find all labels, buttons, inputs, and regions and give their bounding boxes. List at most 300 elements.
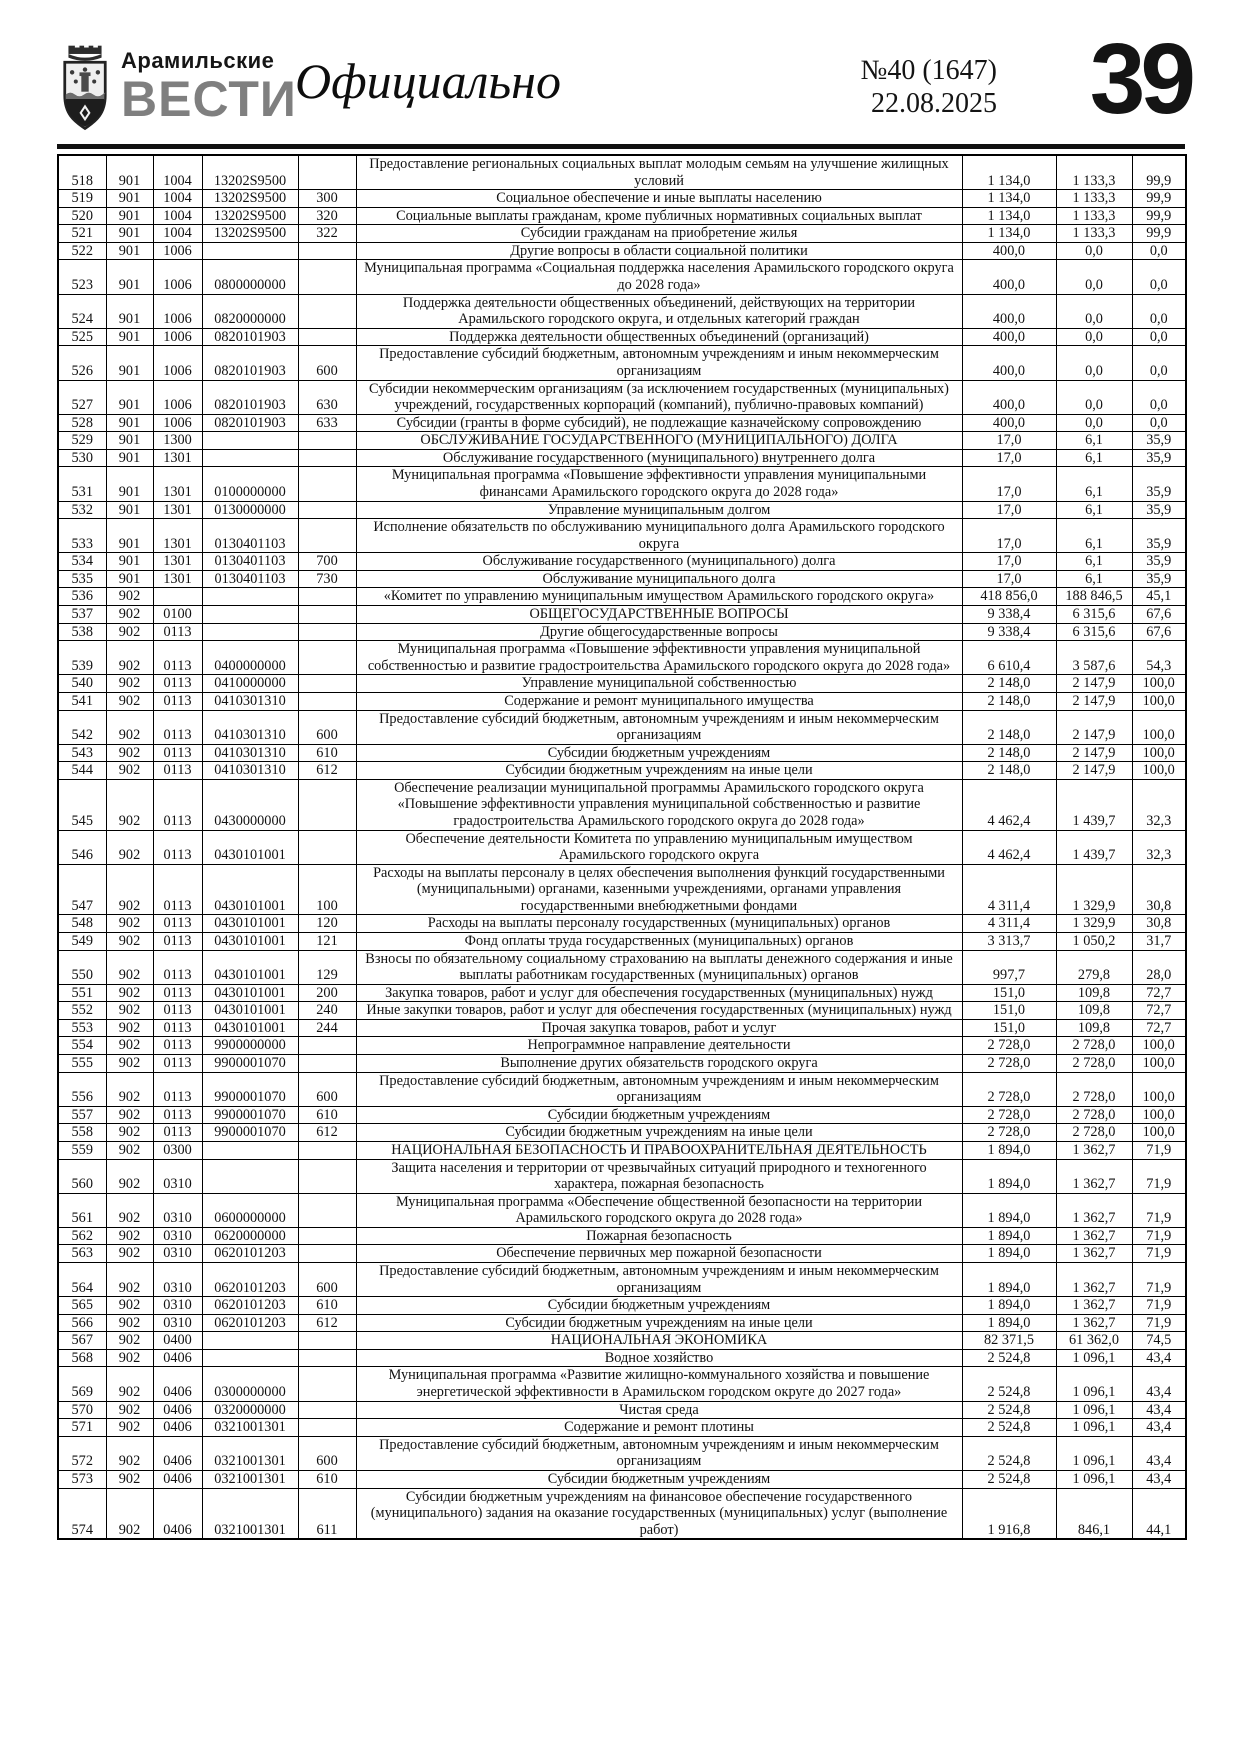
grbs-code: 902 <box>106 675 153 693</box>
expense-name: Фонд оплаты труда государственных (муниципальных) органов <box>356 933 962 951</box>
executed-amount: 0,0 <box>1056 242 1132 260</box>
grbs-code: 901 <box>106 570 153 588</box>
approved-amount: 2 728,0 <box>962 1037 1056 1055</box>
percent-executed: 100,0 <box>1132 675 1186 693</box>
approved-amount: 1 134,0 <box>962 207 1056 225</box>
table-row <box>58 915 1186 933</box>
target-article-code: 0321001301 <box>202 1470 298 1488</box>
approved-amount: 2 148,0 <box>962 675 1056 693</box>
section-code: 1006 <box>153 328 202 346</box>
expense-type-code: 630 <box>298 380 356 414</box>
table-row <box>58 606 1186 624</box>
expense-name: Предоставление субсидий бюджетным, автономным учреждениям и иным некоммерческим организациям <box>356 1263 962 1297</box>
executed-amount: 1 133,3 <box>1056 190 1132 208</box>
executed-amount: 1 362,7 <box>1056 1159 1132 1193</box>
section-code: 1004 <box>153 207 202 225</box>
target-article-code: 9900001070 <box>202 1106 298 1124</box>
expense-type-code: 610 <box>298 1106 356 1124</box>
percent-executed: 28,0 <box>1132 950 1186 984</box>
section-code: 0113 <box>153 1037 202 1055</box>
percent-executed: 35,9 <box>1132 432 1186 450</box>
target-article-code: 13202S9500 <box>202 190 298 208</box>
grbs-code: 902 <box>106 606 153 624</box>
expense-name: Поддержка деятельности общественных объединений, действующих на территории Арамильского городского округа, и отдельных категорий граждан <box>356 294 962 328</box>
target-article-code: 0820101903 <box>202 346 298 380</box>
expense-name: Предоставление субсидий бюджетным, автономным учреждениям и иным некоммерческим организациям <box>356 1436 962 1470</box>
percent-executed: 99,9 <box>1132 190 1186 208</box>
expense-type-code <box>298 328 356 346</box>
section-code: 0113 <box>153 692 202 710</box>
table-row <box>58 260 1186 294</box>
grbs-code: 902 <box>106 1314 153 1332</box>
grbs-code: 901 <box>106 242 153 260</box>
expense-name: Субсидии (гранты в форме субсидий), не подлежащие казначейскому сопровождению <box>356 414 962 432</box>
table-row <box>58 432 1186 450</box>
percent-executed: 0,0 <box>1132 242 1186 260</box>
target-article-code: 9900001070 <box>202 1072 298 1106</box>
target-article-code: 0321001301 <box>202 1436 298 1470</box>
grbs-code: 902 <box>106 933 153 951</box>
header-divider <box>57 144 1185 149</box>
executed-amount: 1 439,7 <box>1056 779 1132 830</box>
expense-type-code <box>298 432 356 450</box>
grbs-code: 902 <box>106 1436 153 1470</box>
percent-executed: 71,9 <box>1132 1159 1186 1193</box>
row-number: 540 <box>58 675 106 693</box>
row-number: 541 <box>58 692 106 710</box>
expense-type-code: 610 <box>298 744 356 762</box>
grbs-code: 901 <box>106 207 153 225</box>
row-number: 559 <box>58 1141 106 1159</box>
expense-name: Обслуживание государственного (муниципального) внутреннего долга <box>356 449 962 467</box>
expense-name: Муниципальная программа «Обеспечение общественной безопасности на территории Арамильского городского округа до 2028 года» <box>356 1193 962 1227</box>
section-code: 0113 <box>153 744 202 762</box>
percent-executed: 35,9 <box>1132 501 1186 519</box>
section-code: 0113 <box>153 710 202 744</box>
grbs-code: 902 <box>106 984 153 1002</box>
expense-name: Субсидии бюджетным учреждениям на иные цели <box>356 1314 962 1332</box>
table-row <box>58 984 1186 1002</box>
approved-amount: 17,0 <box>962 432 1056 450</box>
section-code: 0113 <box>153 1002 202 1020</box>
target-article-code: 0620101203 <box>202 1263 298 1297</box>
executed-amount: 1 362,7 <box>1056 1245 1132 1263</box>
newspaper-title-main: ВЕСТИ <box>121 71 297 127</box>
percent-executed: 35,9 <box>1132 570 1186 588</box>
target-article-code: 0410301310 <box>202 710 298 744</box>
newspaper-title-top: Арамильские <box>121 48 275 73</box>
section-code: 0310 <box>153 1159 202 1193</box>
section-code: 0113 <box>153 830 202 864</box>
table-row <box>58 467 1186 501</box>
expense-name: Расходы на выплаты персоналу в целях обеспечения выполнения функций государственными (муниципальными) органами, казенными учреждениями, органами управления государственными внебюджетными фондами <box>356 864 962 915</box>
expense-type-code <box>298 606 356 624</box>
grbs-code: 902 <box>106 1019 153 1037</box>
target-article-code: 13202S9500 <box>202 225 298 243</box>
executed-amount: 1 362,7 <box>1056 1263 1132 1297</box>
executed-amount: 1 362,7 <box>1056 1314 1132 1332</box>
expense-name: Предоставление субсидий бюджетным, автономным учреждениям и иным некоммерческим организациям <box>356 1072 962 1106</box>
expense-type-code <box>298 623 356 641</box>
section-code: 1006 <box>153 294 202 328</box>
approved-amount: 17,0 <box>962 449 1056 467</box>
table-row <box>58 414 1186 432</box>
percent-executed: 100,0 <box>1132 1072 1186 1106</box>
executed-amount: 109,8 <box>1056 1002 1132 1020</box>
expense-type-code <box>298 779 356 830</box>
approved-amount: 1 894,0 <box>962 1159 1056 1193</box>
percent-executed: 100,0 <box>1132 1055 1186 1073</box>
target-article-code <box>202 242 298 260</box>
approved-amount: 400,0 <box>962 294 1056 328</box>
approved-amount: 9 338,4 <box>962 623 1056 641</box>
target-article-code: 0430101001 <box>202 984 298 1002</box>
executed-amount: 3 587,6 <box>1056 641 1132 675</box>
executed-amount: 6,1 <box>1056 449 1132 467</box>
expense-name: Чистая среда <box>356 1401 962 1419</box>
expense-type-code <box>298 1193 356 1227</box>
table-row <box>58 1037 1186 1055</box>
grbs-code: 902 <box>106 1401 153 1419</box>
grbs-code: 902 <box>106 710 153 744</box>
row-number: 533 <box>58 519 106 553</box>
section-code: 1301 <box>153 519 202 553</box>
row-number: 535 <box>58 570 106 588</box>
section-code: 0406 <box>153 1470 202 1488</box>
budget-table-body <box>58 155 1186 1539</box>
expense-name: Обслуживание муниципального долга <box>356 570 962 588</box>
expense-type-code: 611 <box>298 1488 356 1539</box>
section-code: 1300 <box>153 432 202 450</box>
table-row <box>58 1436 1186 1470</box>
percent-executed: 71,9 <box>1132 1263 1186 1297</box>
expense-name: Муниципальная программа «Повышение эффективности управления муниципальными финансами Арамильского городского округа до 2028 года» <box>356 467 962 501</box>
target-article-code: 0130000000 <box>202 501 298 519</box>
percent-executed: 100,0 <box>1132 1124 1186 1142</box>
expense-name: Другие общегосударственные вопросы <box>356 623 962 641</box>
section-code: 1006 <box>153 414 202 432</box>
approved-amount: 2 148,0 <box>962 710 1056 744</box>
table-row <box>58 570 1186 588</box>
section-code: 1301 <box>153 467 202 501</box>
section-code: 0310 <box>153 1297 202 1315</box>
grbs-code: 901 <box>106 519 153 553</box>
row-number: 574 <box>58 1488 106 1539</box>
executed-amount: 1 133,3 <box>1056 207 1132 225</box>
grbs-code: 902 <box>106 1037 153 1055</box>
approved-amount: 2 148,0 <box>962 744 1056 762</box>
expense-type-code: 320 <box>298 207 356 225</box>
grbs-code: 902 <box>106 1349 153 1367</box>
target-article-code: 13202S9500 <box>202 155 298 190</box>
target-article-code <box>202 623 298 641</box>
expense-name: Обслуживание государственного (муниципального) долга <box>356 553 962 571</box>
section-code: 0113 <box>153 1124 202 1142</box>
approved-amount: 400,0 <box>962 414 1056 432</box>
executed-amount: 1 050,2 <box>1056 933 1132 951</box>
approved-amount: 17,0 <box>962 467 1056 501</box>
grbs-code: 902 <box>106 1002 153 1020</box>
row-number: 564 <box>58 1263 106 1297</box>
table-row <box>58 1072 1186 1106</box>
target-article-code: 0130401103 <box>202 570 298 588</box>
grbs-code: 902 <box>106 744 153 762</box>
percent-executed: 43,4 <box>1132 1367 1186 1401</box>
executed-amount: 109,8 <box>1056 1019 1132 1037</box>
section-code: 1301 <box>153 449 202 467</box>
expense-name: Пожарная безопасность <box>356 1227 962 1245</box>
executed-amount: 6,1 <box>1056 432 1132 450</box>
percent-executed: 71,9 <box>1132 1297 1186 1315</box>
row-number: 520 <box>58 207 106 225</box>
expense-type-code <box>298 641 356 675</box>
expense-name: Социальное обеспечение и иные выплаты населению <box>356 190 962 208</box>
expense-type-code <box>298 260 356 294</box>
section-code: 0406 <box>153 1419 202 1437</box>
row-number: 571 <box>58 1419 106 1437</box>
expense-name: Субсидии бюджетным учреждениям на иные цели <box>356 762 962 780</box>
row-number: 518 <box>58 155 106 190</box>
approved-amount: 4 462,4 <box>962 779 1056 830</box>
target-article-code <box>202 1159 298 1193</box>
approved-amount: 151,0 <box>962 984 1056 1002</box>
row-number: 527 <box>58 380 106 414</box>
approved-amount: 2 148,0 <box>962 762 1056 780</box>
expense-name: Обеспечение первичных мер пожарной безопасности <box>356 1245 962 1263</box>
row-number: 529 <box>58 432 106 450</box>
percent-executed: 32,3 <box>1132 779 1186 830</box>
target-article-code: 0100000000 <box>202 467 298 501</box>
table-row <box>58 1332 1186 1350</box>
percent-executed: 0,0 <box>1132 346 1186 380</box>
target-article-code <box>202 449 298 467</box>
row-number: 526 <box>58 346 106 380</box>
table-row <box>58 1367 1186 1401</box>
expense-name: «Комитет по управлению муниципальным имуществом Арамильского городского округа» <box>356 588 962 606</box>
row-number: 565 <box>58 1297 106 1315</box>
executed-amount: 1 096,1 <box>1056 1436 1132 1470</box>
grbs-code: 901 <box>106 155 153 190</box>
row-number: 538 <box>58 623 106 641</box>
target-article-code: 0321001301 <box>202 1419 298 1437</box>
issue-number: №40 (1647) <box>860 55 997 86</box>
approved-amount: 400,0 <box>962 260 1056 294</box>
section-code: 0310 <box>153 1193 202 1227</box>
expense-name: Обеспечение деятельности Комитета по управлению муниципальным имуществом Арамильского городского округа <box>356 830 962 864</box>
percent-executed: 100,0 <box>1132 710 1186 744</box>
expense-type-code: 700 <box>298 553 356 571</box>
executed-amount: 2 728,0 <box>1056 1072 1132 1106</box>
percent-executed: 100,0 <box>1132 1106 1186 1124</box>
grbs-code: 902 <box>106 1106 153 1124</box>
section-code: 1006 <box>153 242 202 260</box>
table-row <box>58 242 1186 260</box>
row-number: 560 <box>58 1159 106 1193</box>
row-number: 548 <box>58 915 106 933</box>
approved-amount: 1 134,0 <box>962 225 1056 243</box>
target-article-code <box>202 588 298 606</box>
percent-executed: 0,0 <box>1132 260 1186 294</box>
expense-name: Управление муниципальным долгом <box>356 501 962 519</box>
row-number: 530 <box>58 449 106 467</box>
row-number: 549 <box>58 933 106 951</box>
expense-type-code: 600 <box>298 1436 356 1470</box>
executed-amount: 0,0 <box>1056 380 1132 414</box>
percent-executed: 35,9 <box>1132 553 1186 571</box>
target-article-code <box>202 1141 298 1159</box>
target-article-code: 0600000000 <box>202 1193 298 1227</box>
expense-name: Муниципальная программа «Развитие жилищно-коммунального хозяйства и повышение энергетической эффективности в Арамильском городском округе до 2027 года» <box>356 1367 962 1401</box>
table-row <box>58 1227 1186 1245</box>
executed-amount: 6,1 <box>1056 553 1132 571</box>
table-row <box>58 864 1186 915</box>
target-article-code: 9900001070 <box>202 1055 298 1073</box>
table-row <box>58 1349 1186 1367</box>
grbs-code: 902 <box>106 623 153 641</box>
expense-name: Субсидии бюджетным учреждениям <box>356 1470 962 1488</box>
section-code: 0406 <box>153 1436 202 1470</box>
expense-name: Социальные выплаты гражданам, кроме публичных нормативных социальных выплат <box>356 207 962 225</box>
target-article-code: 9900001070 <box>202 1124 298 1142</box>
target-article-code: 0410000000 <box>202 675 298 693</box>
section-code: 0100 <box>153 606 202 624</box>
expense-type-code: 633 <box>298 414 356 432</box>
section-code: 0113 <box>153 933 202 951</box>
target-article-code: 0300000000 <box>202 1367 298 1401</box>
row-number: 537 <box>58 606 106 624</box>
grbs-code: 902 <box>106 1124 153 1142</box>
percent-executed: 72,7 <box>1132 984 1186 1002</box>
table-row <box>58 553 1186 571</box>
row-number: 557 <box>58 1106 106 1124</box>
grbs-code: 902 <box>106 779 153 830</box>
row-number: 545 <box>58 779 106 830</box>
grbs-code: 901 <box>106 294 153 328</box>
expense-name: Субсидии бюджетным учреждениям <box>356 744 962 762</box>
target-article-code: 0130401103 <box>202 553 298 571</box>
grbs-code: 901 <box>106 225 153 243</box>
approved-amount: 2 728,0 <box>962 1124 1056 1142</box>
executed-amount: 188 846,5 <box>1056 588 1132 606</box>
expense-type-code: 100 <box>298 864 356 915</box>
executed-amount: 6 315,6 <box>1056 606 1132 624</box>
table-row <box>58 190 1186 208</box>
row-number: 573 <box>58 1470 106 1488</box>
expense-type-code <box>298 1245 356 1263</box>
expense-name: Субсидии бюджетным учреждениям <box>356 1297 962 1315</box>
executed-amount: 61 362,0 <box>1056 1332 1132 1350</box>
section-code <box>153 588 202 606</box>
grbs-code: 901 <box>106 432 153 450</box>
expense-type-code <box>298 675 356 693</box>
executed-amount: 846,1 <box>1056 1488 1132 1539</box>
executed-amount: 1 329,9 <box>1056 915 1132 933</box>
percent-executed: 32,3 <box>1132 830 1186 864</box>
approved-amount: 1 894,0 <box>962 1227 1056 1245</box>
grbs-code: 902 <box>106 588 153 606</box>
target-article-code: 0800000000 <box>202 260 298 294</box>
approved-amount: 17,0 <box>962 501 1056 519</box>
grbs-code: 902 <box>106 950 153 984</box>
grbs-code: 902 <box>106 1419 153 1437</box>
grbs-code: 901 <box>106 553 153 571</box>
row-number: 525 <box>58 328 106 346</box>
row-number: 561 <box>58 1193 106 1227</box>
section-code: 0113 <box>153 762 202 780</box>
section-code: 0310 <box>153 1263 202 1297</box>
approved-amount: 400,0 <box>962 380 1056 414</box>
table-row <box>58 675 1186 693</box>
expense-type-code <box>298 1349 356 1367</box>
table-row <box>58 933 1186 951</box>
table-row <box>58 225 1186 243</box>
row-number: 554 <box>58 1037 106 1055</box>
row-number: 547 <box>58 864 106 915</box>
grbs-code: 902 <box>106 692 153 710</box>
expense-type-code: 121 <box>298 933 356 951</box>
expense-name: Муниципальная программа «Повышение эффективности управления муниципальной собственностью и развитие градостроительства Арамильского городского округа до 2028 года» <box>356 641 962 675</box>
grbs-code: 902 <box>106 864 153 915</box>
table-row <box>58 1019 1186 1037</box>
expense-type-code <box>298 692 356 710</box>
target-article-code: 0430101001 <box>202 830 298 864</box>
percent-executed: 99,9 <box>1132 155 1186 190</box>
executed-amount: 1 362,7 <box>1056 1141 1132 1159</box>
section-code: 1301 <box>153 570 202 588</box>
table-row <box>58 1263 1186 1297</box>
table-row <box>58 1159 1186 1193</box>
percent-executed: 100,0 <box>1132 762 1186 780</box>
table-row <box>58 830 1186 864</box>
grbs-code: 902 <box>106 1245 153 1263</box>
percent-executed: 43,4 <box>1132 1419 1186 1437</box>
executed-amount: 0,0 <box>1056 346 1132 380</box>
target-article-code: 0130401103 <box>202 519 298 553</box>
section-code: 0113 <box>153 864 202 915</box>
executed-amount: 1 096,1 <box>1056 1470 1132 1488</box>
budget-expenses-table <box>57 154 1187 1540</box>
target-article-code <box>202 606 298 624</box>
approved-amount: 1 894,0 <box>962 1245 1056 1263</box>
executed-amount: 6,1 <box>1056 570 1132 588</box>
section-code: 0400 <box>153 1332 202 1350</box>
grbs-code: 901 <box>106 346 153 380</box>
target-article-code: 0820101903 <box>202 414 298 432</box>
expense-type-code <box>298 1159 356 1193</box>
expense-name: Муниципальная программа «Социальная поддержка населения Арамильского городского округа до 2028 года» <box>356 260 962 294</box>
approved-amount: 2 524,8 <box>962 1367 1056 1401</box>
table-row <box>58 1419 1186 1437</box>
expense-name: Управление муниципальной собственностью <box>356 675 962 693</box>
table-row <box>58 779 1186 830</box>
row-number: 572 <box>58 1436 106 1470</box>
target-article-code: 0620101203 <box>202 1314 298 1332</box>
section-code: 0406 <box>153 1401 202 1419</box>
executed-amount: 1 096,1 <box>1056 1419 1132 1437</box>
section-code: 1006 <box>153 260 202 294</box>
row-number: 544 <box>58 762 106 780</box>
percent-executed: 71,9 <box>1132 1314 1186 1332</box>
executed-amount: 6,1 <box>1056 501 1132 519</box>
expense-type-code: 322 <box>298 225 356 243</box>
table-row <box>58 1488 1186 1539</box>
executed-amount: 2 147,9 <box>1056 744 1132 762</box>
expense-type-code: 612 <box>298 1314 356 1332</box>
target-article-code: 0320000000 <box>202 1401 298 1419</box>
expense-name: НАЦИОНАЛЬНАЯ БЕЗОПАСНОСТЬ И ПРАВООХРАНИТЕЛЬНАЯ ДЕЯТЕЛЬНОСТЬ <box>356 1141 962 1159</box>
approved-amount: 151,0 <box>962 1019 1056 1037</box>
expense-name: Защита населения и территории от чрезвычайных ситуаций природного и техногенного характера, пожарная безопасность <box>356 1159 962 1193</box>
